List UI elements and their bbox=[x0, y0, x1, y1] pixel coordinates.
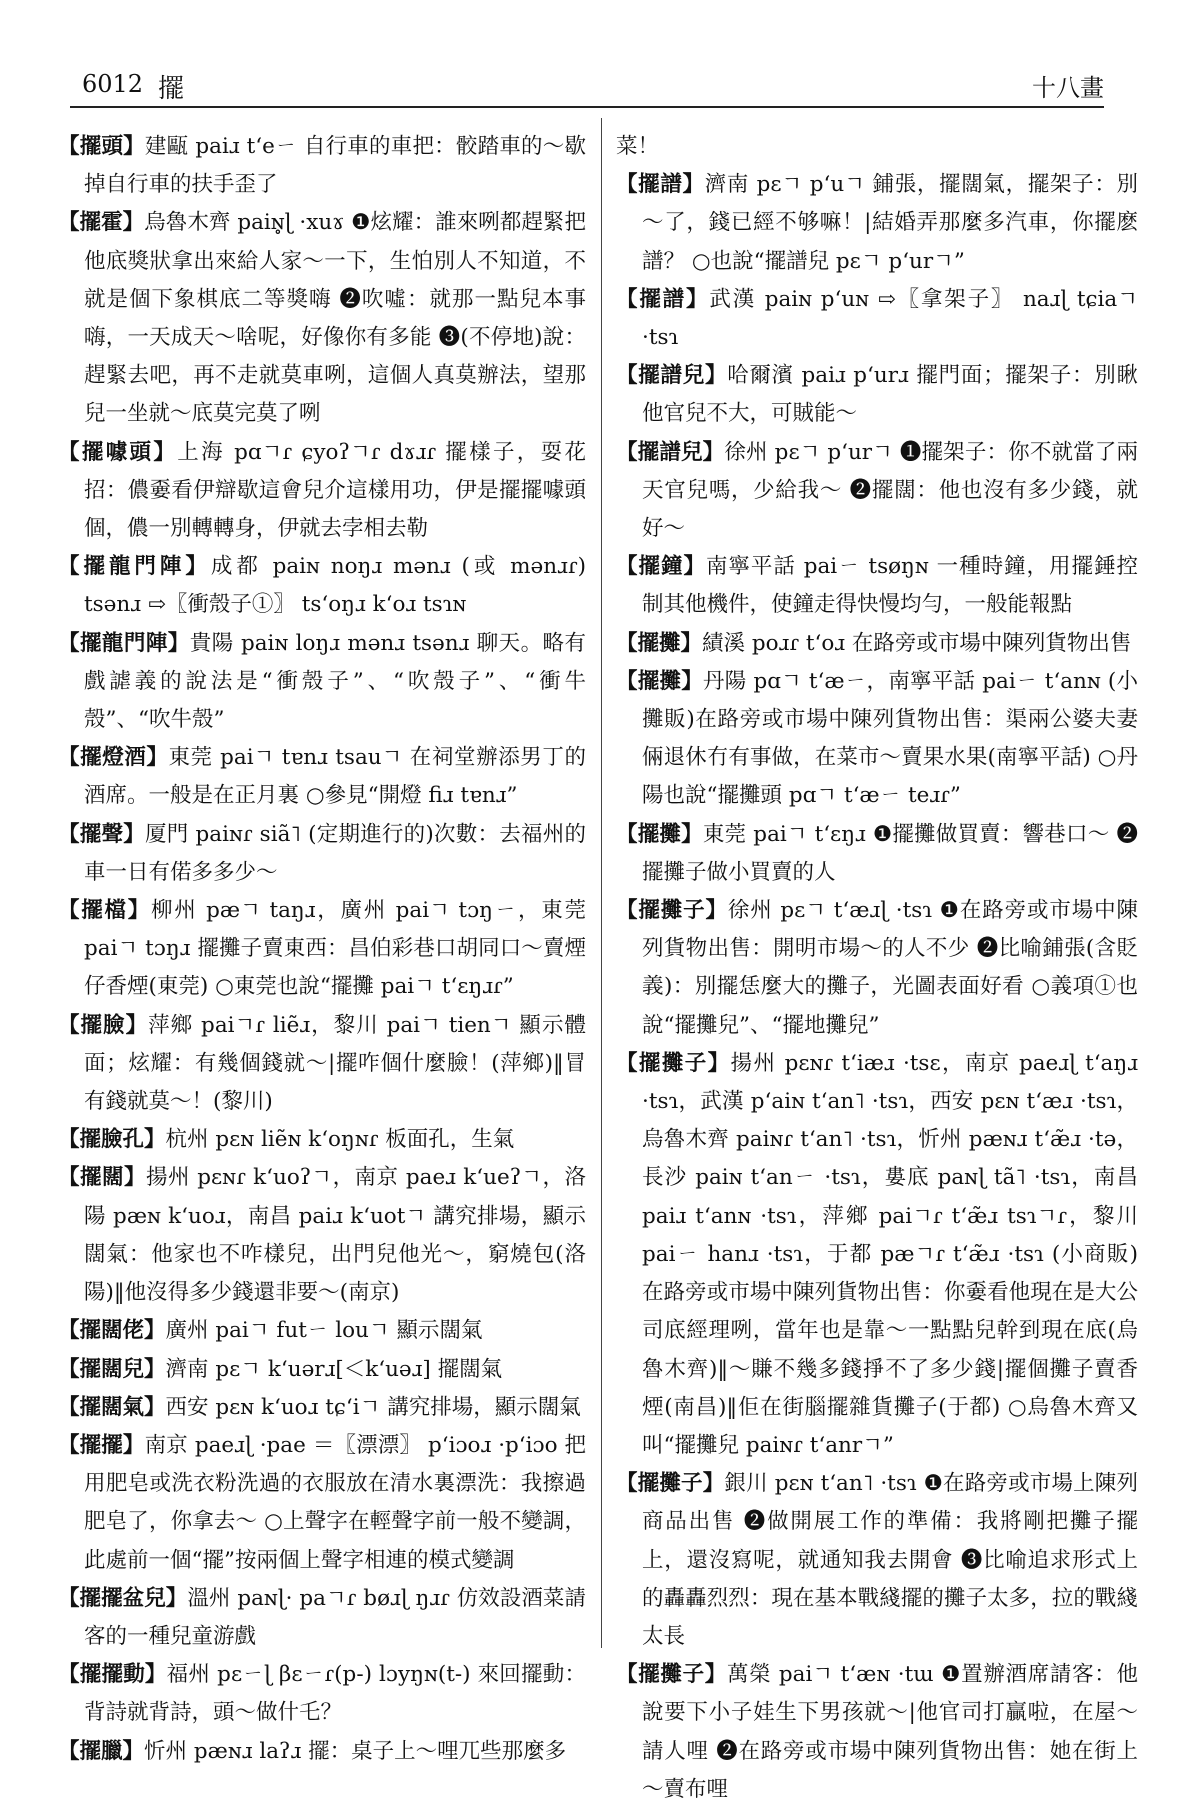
entry-term: 【擺擺】 bbox=[58, 1432, 145, 1458]
dictionary-entry bbox=[58, 892, 586, 1007]
entry-body: 哈爾濱 paiɹ pʻurɹ 擺門面；擺架子：別瞅他官兒不大，可賊能～ bbox=[642, 363, 1138, 427]
entry-body: 杭州 pɛɴ liẽɴ kʻoŋɴɾ 板面孔，生氣 bbox=[165, 1127, 515, 1153]
entry-body: 徐州 pɛㄱ tʻæɹɭ ·tsɿ ❶在路旁或市場中陳列貨物出售：開明市場～的人不少 ❷比喻鋪張(含貶義)：別擺恁麼大的攤子，光圖表面好看 ○義項①也說“擺攤兒”、“擺地攤兒” bbox=[642, 898, 1138, 1038]
header-headword: 擺 bbox=[158, 74, 185, 104]
entry-term: 【擺擺盆兒】 bbox=[58, 1585, 188, 1611]
entry-body: 溫州 paɴɭ· paㄱɾ bøɹɭ ŋɹɾ 仿效設酒菜請客的一種兒童游戲 bbox=[84, 1585, 586, 1649]
dictionary-entry bbox=[616, 357, 1138, 433]
entry-term: 【擺聲】 bbox=[58, 821, 145, 847]
entry-body: 上海 pɑㄱɾ ɕyoʔㄱɾ dɤɹɾ 擺樣子，耍花招：儂嫑看伊辯歇這會兒介這樣用功，伊是擺擺噱頭個，儂一別轉轉身，伊就去孛相去勒 bbox=[84, 439, 586, 542]
dictionary-entry bbox=[58, 1159, 586, 1312]
dictionary-entry bbox=[58, 739, 586, 815]
dictionary-entry bbox=[58, 816, 586, 892]
entry-body: 成都 paiɴ noŋɹ mənɹ (或 mənɹɾ) tsənɹ ⇨〖衝殼子①〗 tsʻoŋɹ kʻoɹ tsɿɴ bbox=[84, 554, 586, 618]
dictionary-entry bbox=[616, 1656, 1138, 1809]
entry-body: 貴陽 paiɴ loŋɹ mənɹ tsənɹ 聊天。略有戲謔義的說法是“衝殼子”、“吹殼子”、“衝牛殼”、“吹牛殼” bbox=[84, 630, 586, 733]
entry-term: 【擺攤子】 bbox=[616, 1662, 727, 1688]
entry-term: 【擺譜兒】 bbox=[616, 363, 728, 389]
entry-body: 福州 pɛㄧɭ βɛㄧɾ(p-) lɔyŋɴ(t-) 來回擺動：背詩就背詩，頭～做什乇？ bbox=[84, 1662, 586, 1726]
continuation-text: 菜！ bbox=[616, 134, 660, 159]
entry-term: 【擺頭】 bbox=[58, 134, 145, 159]
entry-term: 【擺攤子】 bbox=[616, 1471, 725, 1497]
dictionary-entry bbox=[58, 1121, 586, 1159]
entry-body: 東莞 paiㄱ tʻɛŋɹ ❶擺攤做買賣：響巷口～ ❷擺攤子做小買賣的人 bbox=[642, 821, 1138, 885]
entry-term: 【擺譜兒】 bbox=[616, 439, 725, 465]
entry-body: 銀川 pɛɴ tʻan˥ ·tsɿ ❶在路旁或市場上陳列商品出售 ❷做開展工作的準備：我將剛把攤子擺上，還沒寫呢，就通知我去開會 ❸比喻追求形式上的轟轟烈烈：現在基本戰綫擺的攤子太多，拉的戰綫太長 bbox=[642, 1471, 1138, 1649]
entry-body: 揚州 pɛɴɾ tʻiæɹ ·tsɛ，南京 paeɹɭ tʻaŋɹ ·tsɿ，武漢 pʻaiɴ tʻan˥ ·tsɿ，西安 pɛɴ tʻæɹ ·tsɿ，烏魯木齊 paiɴɾ tʻan˥ ·tsɿ，忻州 pæɴɹ tʻæ̃ɹ ·tə，長沙 paiɴ tʻanㄧ ·tsɿ，婁底 paɴɭ tã˥ ·tsɿ，南昌 paiɹ tʻanɴ ·tsɿ，萍鄉 paiㄱɾ tʻæ̃ɹ tsɿㄱɾ，黎川 paiㄧ hanɹ ·tsɿ，于都 pæㄱɾ tʻæ̃ɹ ·tsɿ (小商販)在路旁或市場中陳列貨物出售：你嫑看他現在是大公司底經理咧，當年也是靠～一點點兒幹到現在底(烏魯木齊)‖～賺不幾多錢掙不了多少錢|擺個攤子賣香煙(南昌)‖佢在街腦擺雜貨攤子(于都) ○烏魯木齊又叫“擺攤兒 paiɴɾ tʻanrㄱ” bbox=[642, 1050, 1138, 1458]
header-rule bbox=[70, 106, 1104, 108]
dictionary-entry bbox=[616, 1045, 1138, 1465]
entry-term: 【擺鐘】 bbox=[616, 554, 706, 580]
entry-body: 建甌 paiɹ tʻeㄧ 自行車的車把：骹踏車的～歇掉自行車的扶手歪了 bbox=[84, 134, 586, 198]
entry-body: 厦門 paiɴɾ siã˥ (定期進行的)次數：去福州的車一日有偌多多少～ bbox=[84, 821, 586, 885]
entry-term: 【擺檔】 bbox=[58, 898, 152, 924]
dictionary-entry bbox=[58, 1312, 586, 1350]
entry-body: 萬榮 paiㄱ tʻæɴ ·tɯ ❶置辦酒席請客：他說要下小子娃生下男孩就～|他官司打贏啦，在屋～請人哩 ❷在路旁或市場中陳列貨物出售：她在街上～賣布哩 bbox=[642, 1662, 1138, 1802]
entry-body: 績溪 poɹɾ tʻoɹ 在路旁或市場中陳列貨物出售 bbox=[702, 630, 1132, 656]
entry-term: 【擺臉】 bbox=[58, 1012, 149, 1038]
dictionary-entry bbox=[58, 1656, 586, 1732]
dictionary-entry bbox=[58, 548, 586, 624]
entry-term: 【擺譜】 bbox=[616, 286, 710, 312]
dictionary-entry bbox=[58, 625, 586, 740]
entry-term: 【擺攤】 bbox=[616, 668, 703, 694]
entry-body: 萍鄉 paiㄱɾ liẽɹ，黎川 paiㄱ tienㄱ 顯示體面；炫耀：有幾個錢就～|擺咋個什麼臉！(萍鄉)‖冒有錢就莫～！(黎川) bbox=[84, 1012, 586, 1115]
entry-term: 【擺譜】 bbox=[616, 172, 705, 198]
entry-term: 【擺龍門陣】 bbox=[58, 554, 211, 580]
dictionary-entry bbox=[616, 816, 1138, 892]
entry-term: 【擺闊氣】 bbox=[58, 1394, 166, 1420]
dictionary-entry bbox=[616, 548, 1138, 624]
entry-term: 【擺霍】 bbox=[58, 210, 145, 236]
dictionary-entry bbox=[58, 1427, 586, 1580]
dictionary-entry bbox=[58, 434, 586, 549]
entry-term: 【擺攤】 bbox=[616, 630, 703, 656]
dictionary-entry bbox=[616, 1465, 1138, 1656]
dictionary-entry bbox=[58, 1580, 586, 1656]
entry-body: 武漢 paiɴ pʻuɴ ⇨〖拿架子〗 naɹɭ tɕiaㄱ ·tsɿ bbox=[642, 286, 1138, 351]
dictionary-entry bbox=[616, 281, 1138, 357]
column-divider bbox=[601, 118, 602, 1648]
dictionary-entry bbox=[616, 625, 1138, 663]
entry-body: 廣州 paiㄱ futㄧ louㄱ 顯示闊氣 bbox=[165, 1318, 483, 1344]
entry-term: 【擺闊】 bbox=[58, 1165, 146, 1191]
entry-body: 烏魯木齊 paiɴ̥ɭ ·xuɤ ❶炫耀：誰來咧都趕緊把他底獎狀拿出來給人家～一下，生怕別人不知道，不就是個下象棋底二等獎嗨 ❷吹噓：就那一點兒本事嗨，一天成天～啥呢，好像你有多能 ❸(不停地)說：趕緊去吧，再不走就莫車咧，這個人真莫辦法，望那兒一坐就～底莫完莫了咧 bbox=[84, 210, 586, 427]
entry-body: 濟南 pɛㄱ pʻuㄱ 鋪張，擺闊氣，擺架子：別～了，錢已經不够嘛！|結婚弄那麼多汽車，你擺麽譜？ ○也說“擺譜兒 pɛㄱ pʻurㄱ” bbox=[642, 172, 1138, 274]
entry-term: 【擺攤】 bbox=[616, 821, 703, 847]
entry-body: 東莞 paiㄱ tɐnɹ tsauㄱ 在祠堂辦添男丁的酒席。一般是在正月裏 ○參見“開燈 fiɹ tɐnɹ” bbox=[84, 745, 586, 809]
page-number: 6012 bbox=[82, 70, 144, 98]
dictionary-entry bbox=[58, 1007, 586, 1122]
entry-body: 揚州 pɛɴɾ kʻuoʔㄱ，南京 paeɹ kʻueʔㄱ，洛陽 pæɴ kʻuoɹ，南昌 paiɹ kʻuotㄱ 講究排場，顯示闊氣：他家也不咋樣兒，出門兒他光～，窮燒包(洛陽)‖他沒得多少錢還非要～(南京) bbox=[84, 1165, 586, 1306]
entry-term: 【擺擺動】 bbox=[58, 1662, 167, 1688]
entry-body: 忻州 pæɴɹ laʔɹ 擺：桌子上～哩兀些那麼多 bbox=[144, 1738, 567, 1764]
entry-term: 【擺攤子】 bbox=[616, 1050, 731, 1076]
entry-body: 丹陽 pɑㄱ tʻæㄧ，南寧平話 paiㄧ tʻanɴ (小攤販)在路旁或市場中陳列貨物出售：渠兩公婆夫妻倆退休冇有事做，在菜市～賣果水果(南寧平話) ○丹陽也說“擺攤頭 pɑㄱ tʻæㄧ teɹɾ” bbox=[642, 668, 1138, 809]
entry-term: 【擺闊佬】 bbox=[58, 1318, 166, 1344]
dictionary-entry bbox=[58, 128, 586, 204]
entry-term: 【擺攤子】 bbox=[616, 898, 728, 924]
page-header bbox=[70, 58, 1104, 108]
dictionary-entry bbox=[58, 1389, 586, 1427]
left-column bbox=[58, 128, 586, 1771]
entry-term: 【擺臘】 bbox=[58, 1738, 145, 1764]
entry-body: 南京 paeɹɭ ·pae ＝〖漂漂〗 pʻiɔoɹ ·pʻiɔo 把用肥皂或洗衣粉洗過的衣服放在清水裏漂洗：我擦過肥皂了，你拿去～ ○上聲字在輕聲字前一般不變調，此處前一個“擺”按兩個上聲字相連的模式變調 bbox=[84, 1432, 586, 1573]
dictionary-entry bbox=[616, 663, 1138, 816]
dictionary-entry bbox=[616, 166, 1138, 281]
entry-body: 濟南 pɛㄱ kʻuərɹ[＜kʻuəɹ] 擺闊氣 bbox=[165, 1356, 503, 1382]
entry-body: 南寧平話 paiㄧ tsøŋɴ 一種時鐘，用擺錘控制其他機件，使鐘走得快慢均勻，一般能報點 bbox=[642, 554, 1138, 618]
dictionary-entry bbox=[616, 892, 1138, 1045]
right-column bbox=[616, 128, 1138, 1809]
dictionary-entry bbox=[58, 1733, 586, 1771]
entry-body: 柳州 pæㄱ taŋɹ，廣州 paiㄱ tɔŋㄧ，東莞 paiㄱ tɔŋɹ 擺攤子賣東西：昌伯彩巷口胡同口～賣煙仔香煙(東莞) ○東莞也說“擺攤 paiㄱ tʻɛŋɹɾ” bbox=[84, 898, 586, 1000]
dictionary-entry bbox=[58, 1351, 586, 1389]
entry-term: 【擺臉孔】 bbox=[58, 1127, 166, 1153]
entry-term: 【擺龍門陣】 bbox=[58, 630, 190, 656]
entry-term: 【擺燈酒】 bbox=[58, 745, 169, 771]
entry-term: 【擺噱頭】 bbox=[58, 439, 178, 465]
entry-body: 徐州 pɛㄱ pʻurㄱ ❶擺架子：你不就當了兩天官兒嗎，少給我～ ❷擺闊：他也沒有多少錢，就好～ bbox=[642, 439, 1138, 542]
section-label: 十八畫 bbox=[1032, 74, 1104, 102]
dictionary-entry bbox=[616, 434, 1138, 549]
entry-body: 西安 pɛɴ kʻuoɹ tɕʻiㄱ 講究排場，顯示闊氣 bbox=[165, 1394, 581, 1420]
dictionary-entry bbox=[58, 204, 586, 433]
entry-term: 【擺闊兒】 bbox=[58, 1356, 166, 1382]
